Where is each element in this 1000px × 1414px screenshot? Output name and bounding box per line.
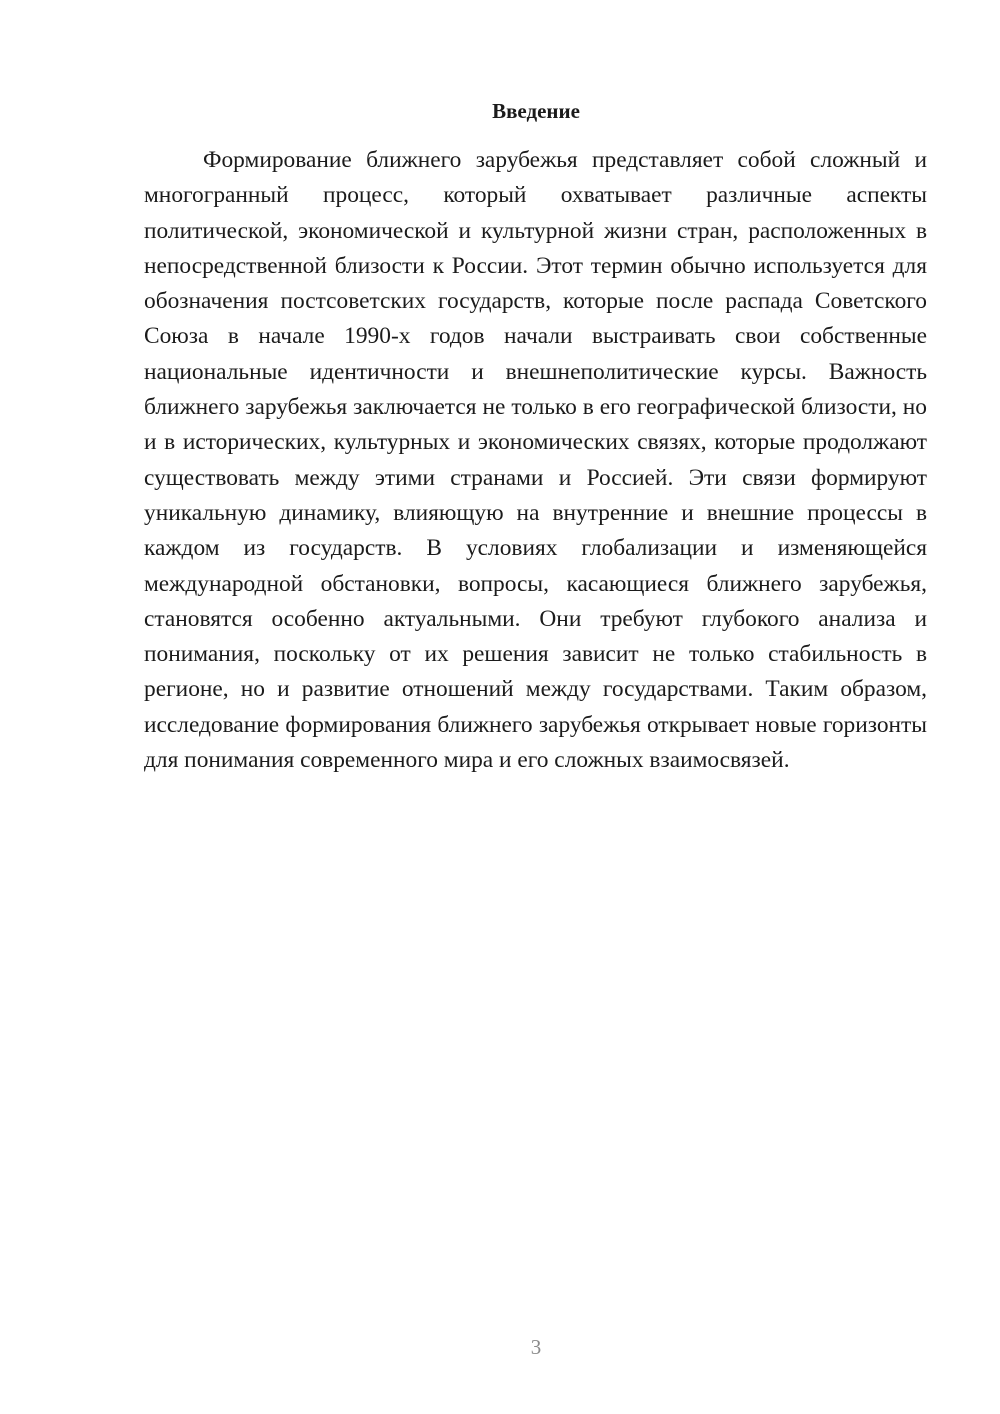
body-paragraph: Формирование ближнего зарубежья представляет собой сложный и многогранный процесс, который охватывает различные аспекты политической, экономической и культурной жизни стран, расположенных в непосредственной близости к России. Этот термин обычно используется для обозначения постсоветских государств, которые после распада Советского Союза в начале 1990-х годов начали выстраивать свои собственные национальные идентичности и внешнеполитические курсы. Важность ближнего зарубежья заключается не только в его географической близости, но и в исторических, культурных и экономических связях, которые продолжают существовать между этими странами и Россией. Эти связи формируют уникальную динамику, влияющую на внутренние и внешние процессы в каждом из государств. В условиях глобализации и изменяющейся международной обстановки, вопросы, касающиеся ближнего зарубежья, становятся особенно актуальными. Они требуют глубокого анализа и понимания, поскольку от их решения зависит не только стабильность в регионе, но и развитие отношений между государствами. Таким образом, исследование формирования ближнего зарубежья открывает новые горизонты для понимания современного мира и его сложных взаимосвязей. [144,147,927,774]
section-heading: Введение [492,99,580,123]
page-number: 3 [530,1335,542,1359]
